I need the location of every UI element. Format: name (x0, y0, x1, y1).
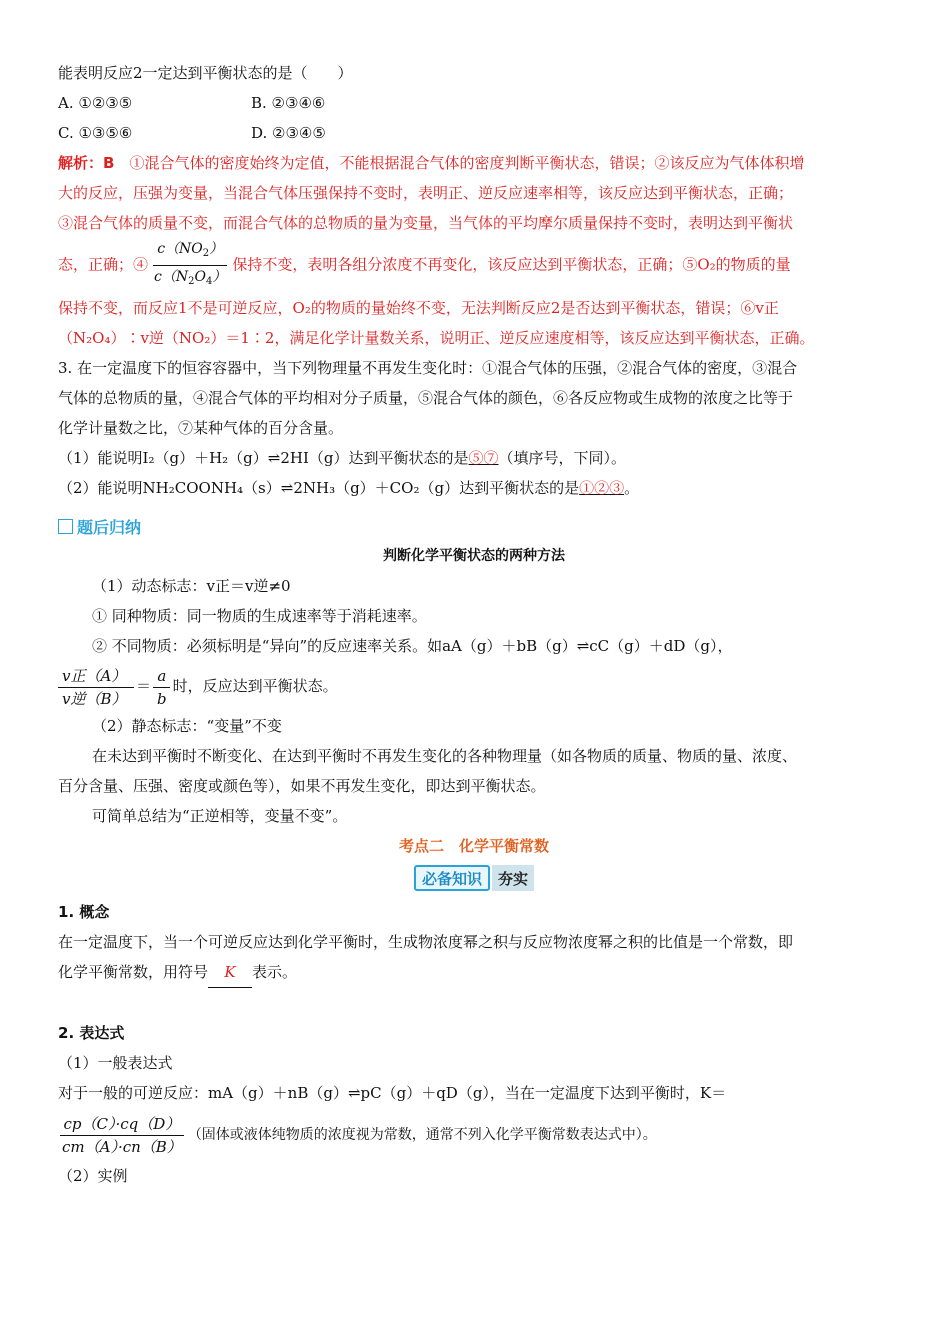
option-b[interactable]: B. ②③④⑥ (251, 94, 326, 112)
analysis-block (58, 148, 890, 353)
equilibrium-constant-fraction (58, 1113, 186, 1158)
options-row-2 (58, 118, 890, 148)
static-sign: （2）静态标志：“变量”不变 (92, 717, 282, 735)
frac-den-mid: O (194, 269, 206, 285)
frac-den-text: c（N (154, 269, 189, 285)
dynamic-sign: （1）动态标志：v正＝v逆≠0 (92, 577, 291, 595)
frac-num-sub: 2 (202, 248, 210, 259)
same-substance-rule: ① 同种物质：同一物质的生成速率等于消耗速率。 (92, 607, 427, 625)
summary-conclusion: 可简单总结为“正逆相等，变量不变”。 (92, 807, 348, 825)
different-substance-rule: ② 不同物质：必须标明是“异向”的反应速率关系。如aA（g）＋bB（g）⇌cC（g）＋dD（g）， (92, 637, 733, 655)
concept-title-text: . 概念 (68, 903, 110, 921)
option-d[interactable]: D. ②③④⑤ (251, 124, 326, 142)
rate-ratio-num: v正（A） (58, 665, 134, 688)
expression-note: （固体或液体纯物质的浓度视为常数，通常不列入化学平衡常数表达式中）。 (187, 1127, 657, 1143)
summary-heading (58, 511, 890, 541)
ab-num: a (153, 665, 170, 688)
summary-heading-text: 题后归纳 (77, 517, 142, 537)
badge-left: 必备知识 (414, 865, 490, 891)
static-desc-1: 在未达到平衡时不断变化、在达到平衡时不再发生变化的各种物理量（如各物质的质量、物质的量、浓度、 (92, 747, 798, 765)
concept-line-2-pre: 化学平衡常数，用符号 (58, 963, 209, 981)
analysis-line-1: ①混合气体的密度始终为定值，不能根据混合气体的密度判断平衡状态，错误；②该反应为气体体积增 (129, 154, 805, 172)
badge-right: 夯实 (492, 865, 534, 891)
concept-title-num: 1 (58, 903, 69, 921)
concept-line-2-post: 表示。 (252, 963, 298, 981)
checkbox-square-icon (58, 519, 73, 534)
analysis-line-4-pre: 态，正确；④ (58, 255, 149, 274)
q3-sub1-text: （1）能说明I₂（g）＋H₂（g）⇌2HI（g）达到平衡状态的是 (58, 449, 469, 467)
expression-general: （1）一般表达式 (58, 1054, 173, 1072)
option-c[interactable]: C. ①③⑤⑥ (58, 124, 133, 142)
k-numerator: cp（C）·cq（D） (60, 1113, 185, 1136)
expression-line-1: 对于一般的可逆反应：mA（g）＋nB（g）⇌pC（g）＋qD（g），当在一定温度下达到平衡时，K＝ (58, 1084, 727, 1102)
frac-den-sub2: 4 (205, 276, 213, 287)
rate-ratio-den: v逆（B） (62, 689, 127, 708)
rate-ratio-line: $\frac{\text{v正（A）}}{\text{v逆（B）}}$ ＝ $\frac{a}{b}$ 时，反应达到平衡状态。 (58, 661, 890, 711)
q3-line-3: 化学计量数之比，⑦某种气体的百分含量。 (58, 419, 344, 437)
analysis-line-2: 大的反应，压强为变量，当混合气体压强保持不变时，表明正、逆反应速率相等，该反应达到平衡状态，正确； (58, 184, 794, 202)
frac-den-end: ） (212, 269, 227, 285)
option-a[interactable]: A. ①②③⑤ (58, 94, 133, 112)
concept-symbol-blank: K (208, 957, 252, 988)
analysis-line-3: ③混合气体的质量不变，而混合气体的总物质的量为变量，当气体的平均摩尔质量保持不变时，表明达到平衡状 (58, 214, 794, 232)
analysis-label: 解析：B (58, 154, 115, 172)
q3-line-1: 3. 在一定温度下的恒容容器中，当下列物理量不再发生变化时：①混合气体的压强，②混合气体的密度，③混合 (58, 359, 798, 377)
q3-sub2-text: （2）能说明NH₂COONH₄（s）⇌2NH₃（g）＋CO₂（g）达到平衡状态的是 (58, 479, 580, 497)
q3-sub1-answer: ⑤⑦ (468, 449, 499, 467)
section-kaodian-2: 考点二 化学平衡常数 (398, 837, 549, 855)
concept-title (58, 897, 890, 927)
analysis-line-4-post: 保持不变，表明各组分浓度不再变化，该反应达到平衡状态，正确；⑤O₂的物质的量 (232, 255, 791, 274)
knowledge-badge (58, 865, 890, 891)
expression-title-num: 2 (58, 1024, 69, 1042)
analysis-line-5: 保持不变，而反应1不是可逆反应，O₂的物质的量始终不变，无法判断反应2是否达到平衡状态，错误；⑥v正 (58, 299, 779, 317)
expression-title (58, 1018, 890, 1048)
q3-sub2-answer: ①②③ (579, 479, 625, 497)
concentration-ratio-fraction (150, 238, 230, 293)
frac-den-sub1: 2 (188, 276, 195, 287)
frac-num-text: c（NO (157, 241, 203, 257)
frac-num-end: ） (209, 241, 224, 257)
question-intro: 能表明反应2一定达到平衡状态的是（ ） (58, 64, 353, 82)
q3-sub2-post: 。 (624, 479, 640, 497)
q3-sub1-post: （填序号，下同）。 (498, 449, 627, 467)
ab-fraction (153, 665, 171, 710)
expression-formula-line (58, 1108, 890, 1161)
question-3 (58, 353, 890, 503)
analysis-line-6: （N₂O₄）∶v逆（NO₂）＝1∶2，满足化学计量数关系，说明正、逆反应速度相等，该反应达到平衡状态，正确。 (58, 329, 815, 347)
options-row-1 (58, 88, 890, 118)
expression-title-text: . 表达式 (68, 1024, 125, 1042)
expression-example: （2）实例 (58, 1167, 128, 1185)
rate-ratio-fraction (58, 665, 134, 710)
concept-line-1: 在一定温度下，当一个可逆反应达到化学平衡时，生成物浓度幂之积与反应物浓度幂之积的比值是一个常数，即 (58, 933, 794, 951)
page-content (58, 58, 890, 1191)
rate-ratio-conclusion: 时，反应达到平衡状态。 (172, 677, 338, 695)
q3-line-2: 气体的总物质的量，④混合气体的平均相对分子质量，⑤混合气体的颜色，⑥各反应物或生成物的浓度之比等于 (58, 389, 794, 407)
summary-title: 判断化学平衡状态的两种方法 (383, 548, 565, 564)
ab-den: b (157, 689, 167, 708)
static-desc-2: 百分含量、压强、密度或颜色等），如果不再发生变化，即达到平衡状态。 (58, 777, 546, 795)
k-denominator: cm（A）·cn（B） (62, 1137, 182, 1156)
